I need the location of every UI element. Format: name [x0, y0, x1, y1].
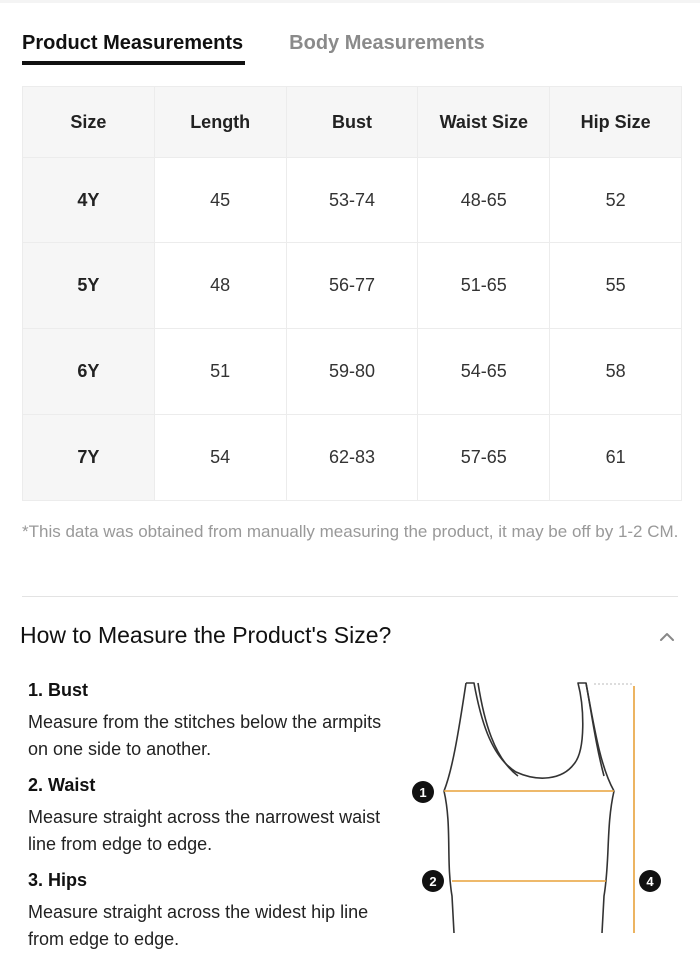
svg-text:1: 1 [419, 785, 427, 800]
table-header-row [23, 87, 682, 158]
header-bust: Bust [286, 87, 418, 158]
hip-cell: 52 [550, 158, 682, 243]
tab-product-measurements[interactable]: Product Measurements [22, 32, 243, 66]
header-hip-size: Hip Size [550, 87, 682, 158]
measurement-tabs [22, 32, 485, 66]
top-border [0, 0, 700, 3]
table-row [23, 329, 682, 415]
header-length: Length [154, 87, 286, 158]
marker-2-icon [422, 870, 444, 892]
step-hips-text: Measure straight across the widest hip line from edge to edge. [28, 902, 369, 949]
step-waist-text: Measure straight across the narrowest waist line from edge to edge. [28, 807, 381, 854]
bust-cell: 56-77 [286, 243, 418, 329]
waist-cell: 57-65 [418, 415, 550, 501]
table-row [23, 415, 682, 501]
bust-cell: 62-83 [286, 415, 418, 501]
size-cell: 7Y [23, 415, 155, 501]
bust-cell: 53-74 [286, 158, 418, 243]
hip-cell: 61 [550, 415, 682, 501]
step-hips-title: 3. Hips [28, 870, 88, 890]
garment-measure-diagram [408, 676, 670, 933]
chevron-up-icon[interactable] [657, 630, 677, 644]
waist-cell: 48-65 [418, 158, 550, 243]
waist-cell: 54-65 [418, 329, 550, 415]
svg-text:2: 2 [429, 874, 437, 889]
hip-cell: 55 [550, 243, 682, 329]
tank-top-outline [444, 683, 614, 933]
how-to-measure-title: How to Measure the Product's Size? [20, 622, 392, 648]
svg-text:4: 4 [646, 874, 654, 889]
measure-steps [28, 678, 398, 963]
length-cell: 51 [154, 329, 286, 415]
marker-4-icon [639, 870, 661, 892]
header-size: Size [23, 87, 155, 158]
header-waist-size: Waist Size [418, 87, 550, 158]
bust-cell: 59-80 [286, 329, 418, 415]
step-waist-title: 2. Waist [28, 775, 96, 795]
section-divider [22, 596, 678, 597]
tab-body-measurements[interactable]: Body Measurements [289, 32, 485, 54]
size-chart-table [22, 86, 682, 501]
table-row [23, 158, 682, 243]
length-cell: 48 [154, 243, 286, 329]
size-cell: 5Y [23, 243, 155, 329]
measurement-note: *This data was obtained from manually measuring the product, it may be off by 1-2 CM. [22, 522, 679, 541]
step-bust-text: Measure from the stitches below the armpits on one side to another. [28, 712, 382, 759]
length-cell: 45 [154, 158, 286, 243]
step-bust-title: 1. Bust [28, 680, 89, 700]
waist-cell: 51-65 [418, 243, 550, 329]
marker-1-icon [412, 781, 434, 803]
table-row [23, 243, 682, 329]
hip-cell: 58 [550, 329, 682, 415]
size-cell: 4Y [23, 158, 155, 243]
length-cell: 54 [154, 415, 286, 501]
size-cell: 6Y [23, 329, 155, 415]
